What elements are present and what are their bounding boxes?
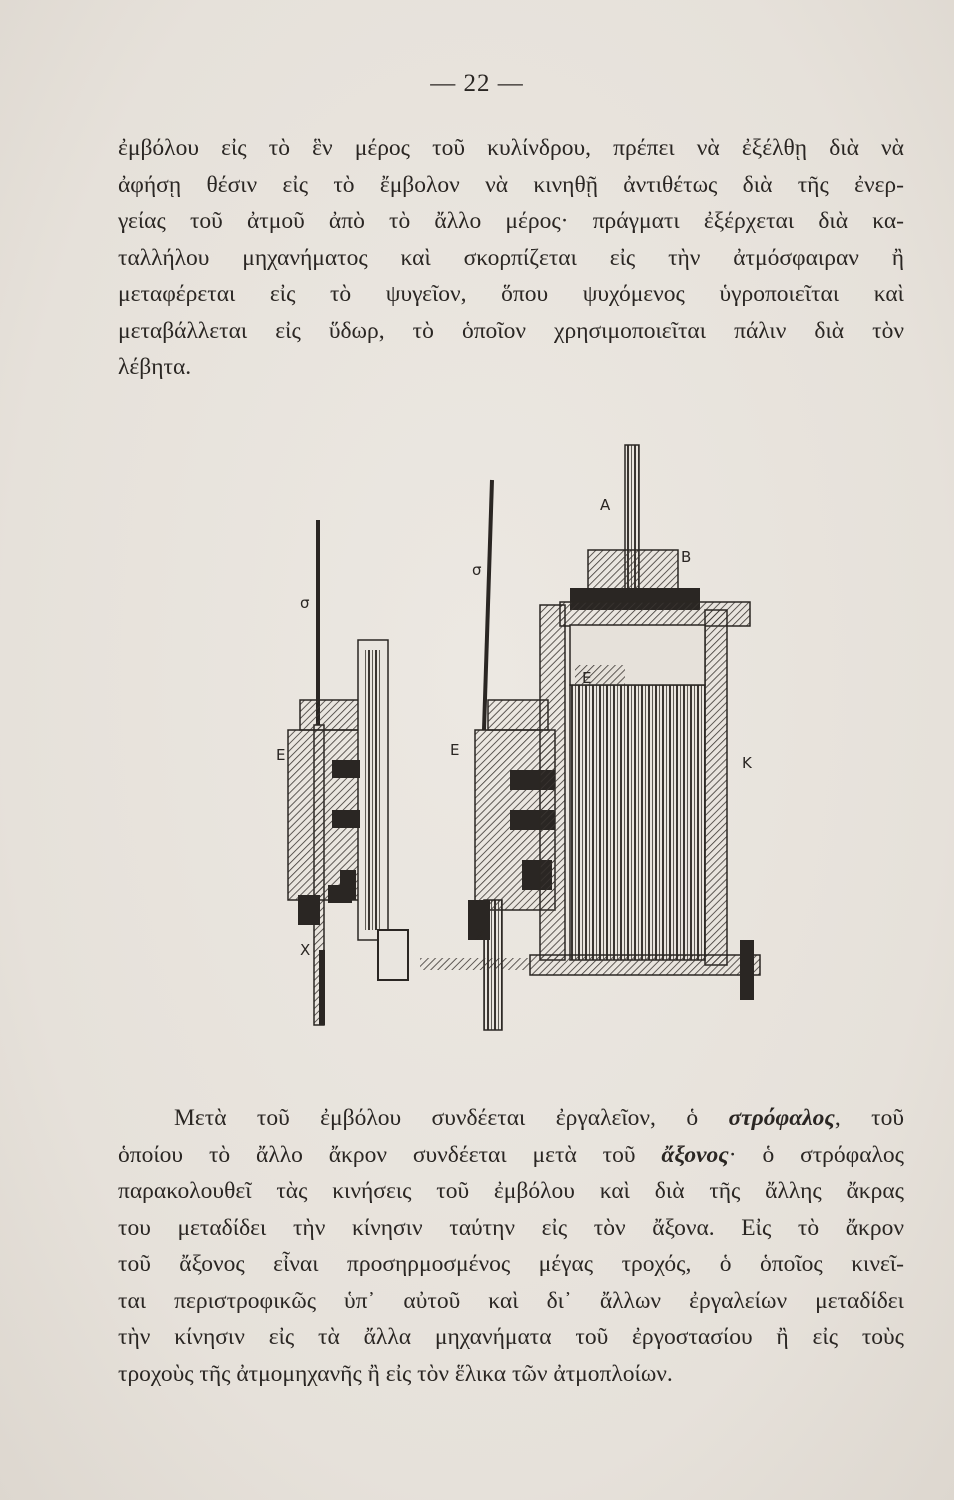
text-line: μεταβάλλεται εἰς ὕδωρ, τὸ ὁποῖον χρησιμοποιεῖται πάλιν διὰ τὸν xyxy=(118,317,904,344)
label-sigma-left: σ xyxy=(300,594,310,612)
term-axonos: ἄξονος xyxy=(661,1141,729,1168)
label-b: Β xyxy=(681,548,692,566)
text-line: ἀφήσῃ θέσιν εἰς τὸ ἔμβολον νὰ κινηθῇ ἀντιθέτως διὰ τῆς ἐνερ- xyxy=(118,171,904,198)
text-span: ὁποίου τὸ ἄλλο ἄκρον συνδέεται μετὰ τοῦ xyxy=(118,1141,662,1168)
label-sigma-middle: σ xyxy=(472,561,482,579)
label-e-box: Ε xyxy=(582,669,592,687)
label-x-left: Χ xyxy=(300,941,311,959)
cylinder-cross-section-illustration xyxy=(270,430,770,1070)
steam-engine-figure xyxy=(270,430,770,1070)
text-line: τοῦ ἄξονος εἶναι προσηρμοσμένος μέγας τροχός, ὁ ὁποῖος κινεῖ- xyxy=(118,1251,904,1277)
paragraph-1 xyxy=(118,130,904,386)
text-line: παρακολουθεῖ τὰς κινήσεις τοῦ ἐμβόλου καὶ διὰ τῆς ἄλλης ἄκρας xyxy=(118,1178,904,1204)
page-number: — 22 — xyxy=(430,70,524,97)
text-span: , τοῦ xyxy=(834,1105,904,1131)
paragraph-2 xyxy=(118,1100,904,1392)
text-line: λέβητα. xyxy=(118,354,192,380)
text-line: ἐμβόλου εἰς τὸ ἓν μέρος τοῦ κυλίνδρου, πρέπει νὰ ἐξέλθῃ διὰ νὰ xyxy=(118,135,904,161)
text-line: τὴν κίνησιν εἰς τὰ ἄλλα μηχανήματα τοῦ ἐργοστασίου ἢ εἰς τοὺς xyxy=(118,1324,904,1350)
text-span: · ὁ στρόφαλος xyxy=(728,1141,904,1168)
label-x-middle: Χ xyxy=(475,926,486,944)
text-line: γείας τοῦ ἀτμοῦ ἀπὸ τὸ ἄλλο μέρος· πράγματι ἐξέρχεται διὰ κα- xyxy=(118,208,904,234)
label-e-left: Ε xyxy=(276,746,286,764)
text-line: ταλλήλου μηχανήματος καὶ σκορπίζεται εἰς τὴν ἀτμόσφαιραν ἢ xyxy=(118,244,904,271)
text-line: ται περιστροφικῶς ὑπ᾽ αὐτοῦ καὶ δι᾽ ἄλλων ἐργαλείων μεταδίδει xyxy=(118,1287,904,1314)
text-line: του μεταδίδει τὴν κίνησιν ταύτην εἰς τὸν ἄξονα. Εἰς τὸ ἄκρον xyxy=(118,1214,904,1241)
text-line xyxy=(118,1137,904,1174)
text-line: τροχοὺς τῆς ἀτμομηχανῆς ἢ εἰς τὸν ἕλικα τῶν ἀτμοπλοίων. xyxy=(118,1360,673,1387)
label-k: Κ xyxy=(742,754,752,772)
text-line: μεταφέρεται εἰς τὸ ψυγεῖον, ὅπου ψυχόμενος ὑγροποιεῖται καὶ xyxy=(118,281,904,307)
text-line xyxy=(118,1100,904,1137)
term-strofalos: στρόφαλος xyxy=(728,1105,835,1131)
label-e-middle: Ε xyxy=(450,741,460,759)
text-span: Μετὰ τοῦ ἐμβόλου συνδέεται ἐργαλεῖον, ὁ xyxy=(174,1105,729,1131)
label-a: Α xyxy=(600,496,611,514)
